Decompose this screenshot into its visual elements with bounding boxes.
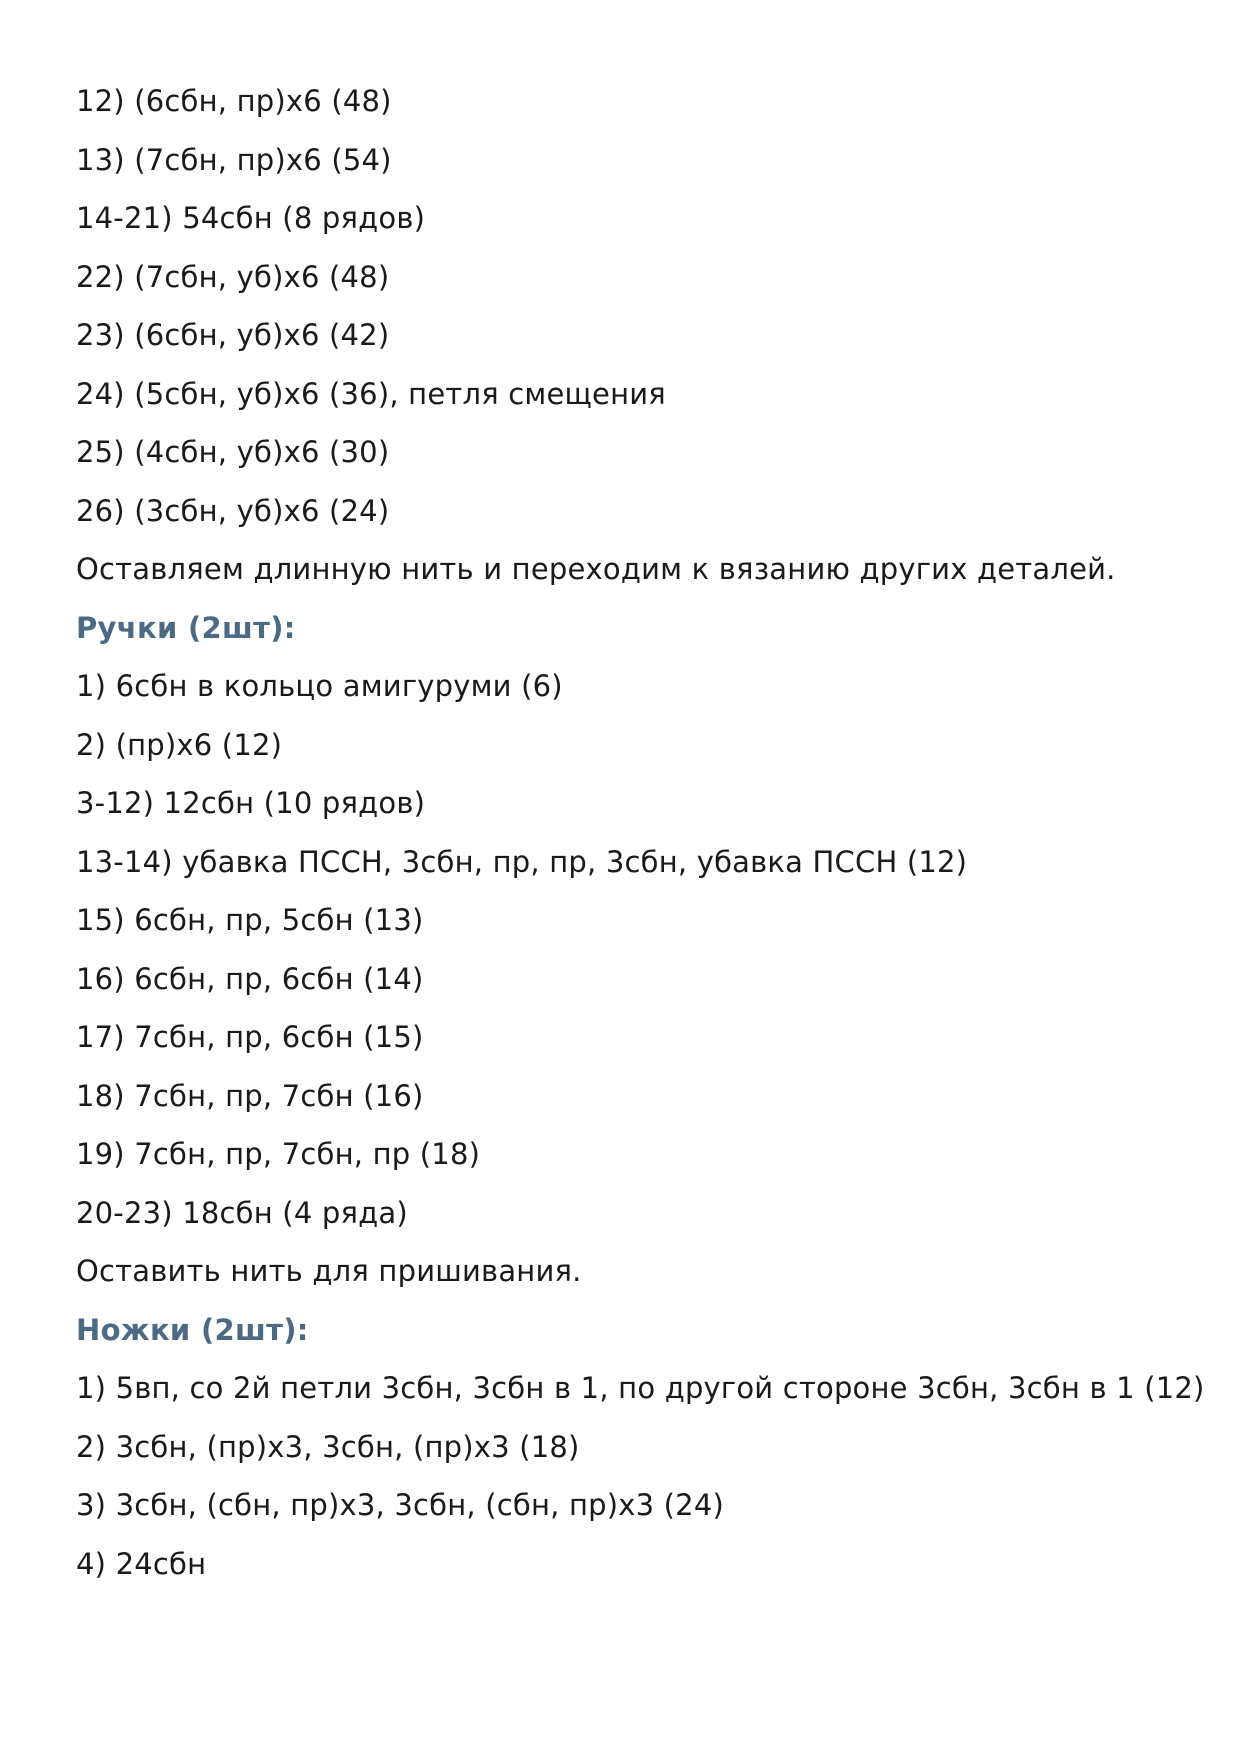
pattern-row: 12) (6сбн, пр)х6 (48) xyxy=(76,84,392,118)
pattern-page xyxy=(76,72,1205,1593)
pattern-row: 16) 6сбн, пр, 6сбн (14) xyxy=(76,961,424,996)
section-heading-legs: Ножки (2шт): xyxy=(76,1312,309,1347)
pattern-row: 1) 5вп, со 2й петли 3сбн, 3сбн в 1, по другой стороне 3сбн, 3сбн в 1 (12) xyxy=(76,1371,1205,1405)
pattern-row: 4) 24сбн xyxy=(76,1546,207,1581)
pattern-row: 18) 7сбн, пр, 7сбн (16) xyxy=(76,1078,424,1113)
pattern-instruction: Оставить нить для пришивания. xyxy=(76,1254,582,1288)
pattern-row: 13-14) убавка ПССН, 3сбн, пр, пр, 3сбн, убавка ПССН (12) xyxy=(76,844,968,879)
pattern-row: 17) 7сбн, пр, 6сбн (15) xyxy=(76,1020,424,1054)
pattern-row: 19) 7сбн, пр, 7сбн, пр (18) xyxy=(76,1137,481,1171)
pattern-row: 22) (7сбн, уб)х6 (48) xyxy=(76,259,390,294)
pattern-row: 3) 3сбн, (сбн, пр)х3, 3сбн, (сбн, пр)х3 (24) xyxy=(76,1488,724,1522)
pattern-row: 26) (3сбн, уб)х6 (24) xyxy=(76,493,390,528)
pattern-row: 13) (7сбн, пр)х6 (54) xyxy=(76,142,392,177)
pattern-row: 25) (4сбн, уб)х6 (30) xyxy=(76,435,390,469)
pattern-row: 3-12) 12сбн (10 рядов) xyxy=(76,786,426,820)
arms-section xyxy=(76,599,1176,1301)
pattern-row: 20-23) 18сбн (4 ряда) xyxy=(76,1195,408,1230)
pattern-row: 2) 3сбн, (пр)х3, 3сбн, (пр)х3 (18) xyxy=(76,1429,580,1464)
legs-section xyxy=(76,1301,1205,1594)
body-section xyxy=(76,72,1176,599)
pattern-row: 15) 6сбн, пр, 5сбн (13) xyxy=(76,903,424,937)
pattern-row: 2) (пр)х6 (12) xyxy=(76,727,283,762)
pattern-row: 1) 6сбн в кольцо амигуруми (6) xyxy=(76,669,563,703)
pattern-row: 24) (5сбн, уб)х6 (36), петля смещения xyxy=(76,376,666,411)
section-heading-arms: Ручки (2шт): xyxy=(76,610,296,645)
pattern-instruction: Оставляем длинную нить и переходим к вязанию других деталей. xyxy=(76,552,1116,586)
pattern-row: 14-21) 54сбн (8 рядов) xyxy=(76,201,426,235)
pattern-row: 23) (6сбн, уб)х6 (42) xyxy=(76,318,390,352)
